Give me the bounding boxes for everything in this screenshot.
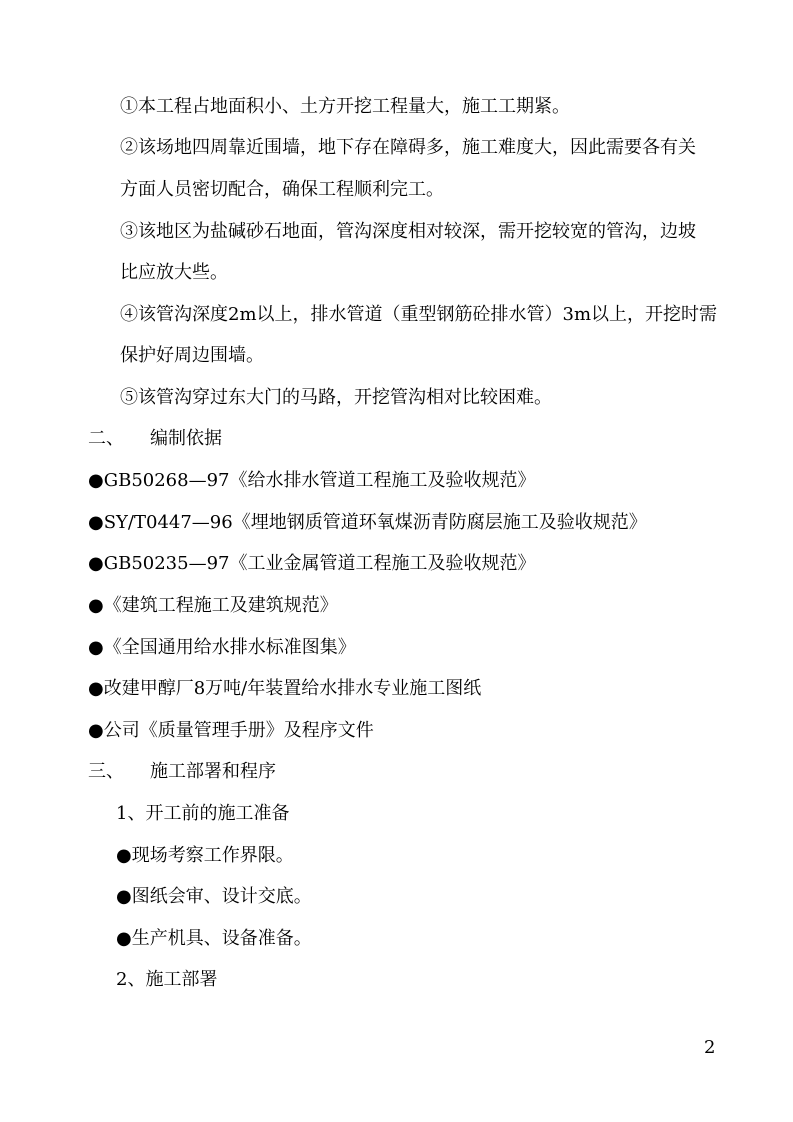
subheading-2: 2、施工部署 [116,969,218,990]
prep-item: ●现场考察工作界限。 [116,845,294,866]
paragraph-item-5: ⑤该管沟穿过东大门的马路，开挖管沟相对比较困难。 [120,387,552,408]
section-title: 施工部署和程序 [150,761,276,782]
section-heading-2 [88,427,222,451]
reference-item: ●GB50268—97《给水排水管道工程施工及验收规范》 [88,470,536,491]
page-number: 2 [704,1037,716,1058]
reference-item: ●《建筑工程施工及建筑规范》 [88,595,338,616]
paragraph-item-3: ③该地区为盐碱砂石地面，管沟深度相对较深，需开挖较宽的管沟，边坡 [120,221,696,242]
paragraph-item-4: ④该管沟深度2m以上，排水管道（重型钢筋砼排水管）3m以上，开挖时需 [120,304,718,325]
reference-item: ●改建甲醇厂8万吨/年装置给水排水专业施工图纸 [88,678,482,699]
paragraph-item-1: ①本工程占地面积小、土方开挖工程量大，施工工期紧。 [120,96,570,117]
reference-item: ●GB50235—97《工业金属管道工程施工及验收规范》 [88,553,536,574]
section-title: 编制依据 [150,428,222,449]
paragraph-item-2-cont: 方面人员密切配合，确保工程顺利完工。 [120,179,444,200]
reference-item: ●公司《质量管理手册》及程序文件 [88,720,374,741]
reference-item: ●《全国通用给水排水标准图集》 [88,637,356,658]
paragraph-item-4-cont: 保护好周边围墙。 [120,345,264,366]
prep-item: ●生产机具、设备准备。 [116,928,312,949]
paragraph-item-3-cont: 比应放大些。 [120,262,228,283]
section-number: 二、 [88,428,124,449]
paragraph-item-2: ②该场地四周靠近围墙，地下存在障碍多，施工难度大，因此需要各有关 [120,137,696,158]
reference-item: ●SY/T0447—96《埋地钢质管道环氧煤沥青防腐层施工及验收规范》 [88,512,647,533]
section-number: 三、 [88,761,124,782]
prep-item: ●图纸会审、设计交底。 [116,886,312,907]
subheading-1: 1、开工前的施工准备 [116,803,290,824]
section-heading-3 [88,760,276,784]
